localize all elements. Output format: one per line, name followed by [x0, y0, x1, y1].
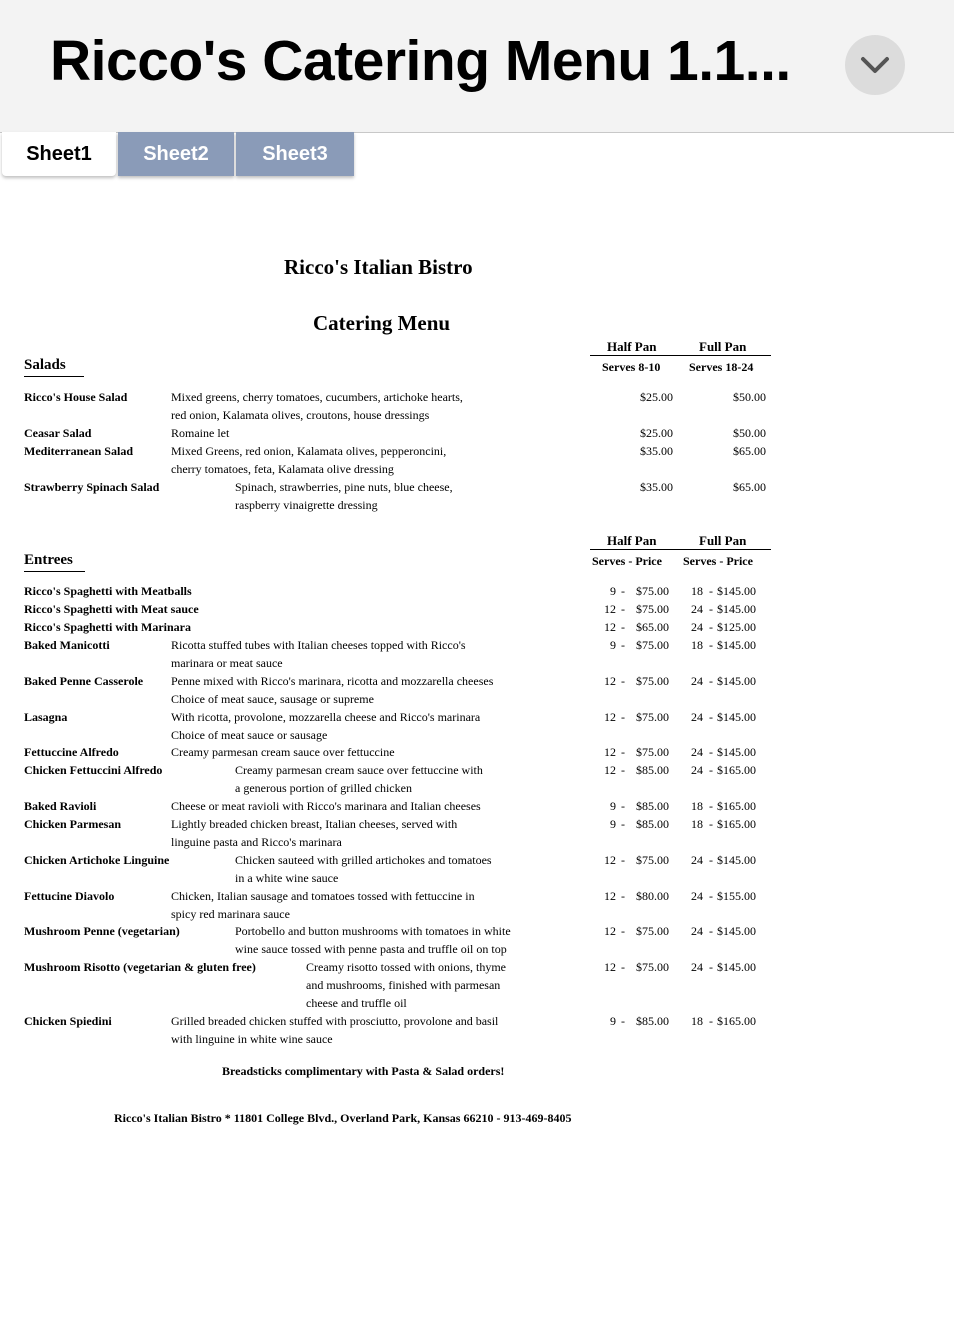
tab-sheet1[interactable]: Sheet1	[2, 132, 116, 176]
entree-description: Creamy parmesan cream sauce over fettuccine	[171, 745, 395, 759]
entree-half-serves: 9	[610, 638, 616, 652]
entree-half-price: $75.00	[636, 638, 669, 652]
entree-full-serves: 24	[691, 853, 703, 867]
divider	[590, 549, 771, 550]
salads-half-pan-serves: Serves 8-10	[602, 360, 661, 374]
dash: -	[621, 638, 625, 652]
dash: -	[709, 638, 713, 652]
entree-half-price: $85.00	[636, 817, 669, 831]
entree-description: linguine pasta and Ricco's marinara	[171, 835, 342, 849]
divider	[590, 355, 771, 356]
entree-full-price: $145.00	[717, 674, 756, 688]
entree-description: Lightly breaded chicken breast, Italian cheeses, served with	[171, 817, 458, 831]
entree-full-price: $165.00	[717, 763, 756, 777]
entree-full-serves: 24	[691, 620, 703, 634]
entree-description: Cheese or meat ravioli with Ricco's marinara and Italian cheeses	[171, 799, 481, 813]
entree-half-serves: 12	[604, 745, 616, 759]
sheet-content	[0, 178, 954, 1339]
entree-half-serves: 12	[604, 924, 616, 938]
dash: -	[621, 674, 625, 688]
entree-half-serves: 12	[604, 620, 616, 634]
restaurant-name: Ricco's Italian Bistro	[284, 255, 473, 279]
entree-description: spicy red marinara sauce	[171, 907, 290, 921]
salad-description: cherry tomatoes, feta, Kalamata olive dressing	[171, 462, 394, 476]
salad-half-price: $25.00	[640, 426, 673, 440]
entree-description: and mushrooms, finished with parmesan	[306, 978, 501, 992]
entree-full-serves: 24	[691, 960, 703, 974]
entree-full-serves: 24	[691, 674, 703, 688]
entree-description: a generous portion of grilled chicken	[235, 781, 412, 795]
entree-name: Fettucine Diavolo	[24, 889, 115, 903]
dash: -	[709, 620, 713, 634]
dash: -	[709, 817, 713, 831]
entree-half-serves: 9	[610, 1014, 616, 1028]
salad-full-price: $50.00	[733, 426, 766, 440]
entree-half-serves: 9	[610, 817, 616, 831]
entree-half-serves: 12	[604, 674, 616, 688]
entree-half-price: $75.00	[636, 960, 669, 974]
entree-half-serves: 9	[610, 799, 616, 813]
entree-full-price: $145.00	[717, 638, 756, 652]
dash: -	[709, 960, 713, 974]
dash: -	[621, 620, 625, 634]
options-dropdown-button[interactable]	[845, 35, 905, 95]
entree-half-price: $75.00	[636, 602, 669, 616]
dash: -	[621, 602, 625, 616]
entree-half-price: $80.00	[636, 889, 669, 903]
dash: -	[709, 853, 713, 867]
entrees-full-pan-header: Full Pan	[699, 533, 747, 548]
salad-name: Ricco's House Salad	[24, 390, 128, 404]
entree-full-price: $125.00	[717, 620, 756, 634]
entrees-half-pan-serves: Serves - Price	[592, 554, 662, 568]
entree-full-serves: 18	[691, 817, 703, 831]
dash: -	[621, 1014, 625, 1028]
entree-half-price: $75.00	[636, 710, 669, 724]
entree-half-price: $85.00	[636, 763, 669, 777]
entree-half-serves: 12	[604, 853, 616, 867]
salad-description: Mixed Greens, red onion, Kalamata olives, pepperoncini,	[171, 444, 447, 458]
entree-name: Baked Penne Casserole	[24, 674, 144, 688]
entree-description: Penne mixed with Ricco's marinara, ricotta and mozzarella cheeses	[171, 674, 494, 688]
dash: -	[621, 710, 625, 724]
dash: -	[621, 763, 625, 777]
dash: -	[709, 889, 713, 903]
entree-description: Chicken, Italian sausage and tomatoes tossed with fettuccine in	[171, 889, 475, 903]
breadsticks-note: Breadsticks complimentary with Pasta & Salad orders!	[222, 1064, 505, 1078]
dash: -	[621, 799, 625, 813]
entree-full-price: $165.00	[717, 1014, 756, 1028]
entree-full-price: $145.00	[717, 584, 756, 598]
salad-description: Mixed greens, cherry tomatoes, cucumbers, artichoke hearts,	[171, 390, 463, 404]
entree-description: With ricotta, provolone, mozzarella cheese and Ricco's marinara	[171, 710, 481, 724]
dash: -	[621, 889, 625, 903]
salad-description: Romaine let	[171, 426, 230, 440]
footer-address: Ricco's Italian Bistro * 11801 College Blvd., Overland Park, Kansas 66210 - 913-469-8405	[114, 1111, 572, 1125]
entree-full-serves: 18	[691, 638, 703, 652]
salads-half-pan-header: Half Pan	[607, 339, 657, 354]
entree-name: Chicken Parmesan	[24, 817, 121, 831]
entree-description: Portobello and button mushrooms with tomatoes in white	[235, 924, 511, 938]
entree-full-price: $145.00	[717, 960, 756, 974]
entree-half-price: $75.00	[636, 674, 669, 688]
chevron-down-icon	[859, 52, 891, 78]
entree-name: Lasagna	[24, 710, 68, 724]
entree-name: Ricco's Spaghetti with Marinara	[24, 620, 191, 634]
entree-half-price: $75.00	[636, 853, 669, 867]
entree-full-serves: 18	[691, 1014, 703, 1028]
dash: -	[621, 745, 625, 759]
entree-full-price: $145.00	[717, 745, 756, 759]
entree-full-serves: 18	[691, 584, 703, 598]
sheet-tabs	[0, 132, 954, 178]
entree-name: Mushroom Penne (vegetarian)	[24, 924, 180, 938]
salad-full-price: $65.00	[733, 444, 766, 458]
dash: -	[709, 602, 713, 616]
entree-name: Mushroom Risotto (vegetarian & gluten free)	[24, 960, 256, 974]
entree-description: Ricotta stuffed tubes with Italian cheeses topped with Ricco's	[171, 638, 466, 652]
entree-description: with linguine in white wine sauce	[171, 1032, 333, 1046]
entree-description: Choice of meat sauce, sausage or supreme	[171, 692, 374, 706]
dash: -	[621, 584, 625, 598]
salads-full-pan-serves: Serves 18-24	[689, 360, 754, 374]
salad-description: red onion, Kalamata olives, croutons, house dressings	[171, 408, 430, 422]
entree-full-price: $155.00	[717, 889, 756, 903]
salad-name: Ceasar Salad	[24, 426, 92, 440]
salad-full-price: $65.00	[733, 480, 766, 494]
tab-sheet2[interactable]: Sheet2	[118, 132, 234, 176]
tab-sheet3[interactable]: Sheet3	[236, 132, 354, 176]
entree-full-serves: 24	[691, 924, 703, 938]
dash: -	[709, 674, 713, 688]
entree-name: Fettuccine Alfredo	[24, 745, 119, 759]
entree-name: Chicken Artichoke Linguine	[24, 853, 170, 867]
salads-full-pan-header: Full Pan	[699, 339, 747, 354]
entree-half-serves: 12	[604, 960, 616, 974]
salad-name: Mediterranean Salad	[24, 444, 133, 458]
dash: -	[709, 1014, 713, 1028]
salads-heading: Salads	[24, 357, 84, 377]
entree-description: Grilled breaded chicken stuffed with prosciutto, provolone and basil	[171, 1014, 499, 1028]
salad-name: Strawberry Spinach Salad	[24, 480, 160, 494]
entrees-full-pan-serves: Serves - Price	[683, 554, 753, 568]
entree-half-serves: 12	[604, 710, 616, 724]
entree-full-serves: 24	[691, 763, 703, 777]
entree-full-serves: 24	[691, 602, 703, 616]
title-bar	[0, 0, 954, 133]
entree-description: marinara or meat sauce	[171, 656, 283, 670]
entree-description: Chicken sauteed with grilled artichokes and tomatoes	[235, 853, 492, 867]
dash: -	[621, 924, 625, 938]
entree-name: Baked Ravioli	[24, 799, 97, 813]
entree-full-price: $145.00	[717, 853, 756, 867]
entree-description: wine sauce tossed with penne pasta and truffle oil on top	[235, 942, 507, 956]
dash: -	[621, 817, 625, 831]
entrees-heading: Entrees	[24, 552, 85, 572]
entree-half-serves: 12	[604, 602, 616, 616]
entree-name: Ricco's Spaghetti with Meat sauce	[24, 602, 199, 616]
entree-description: Creamy risotto tossed with onions, thyme	[306, 960, 506, 974]
entree-half-price: $65.00	[636, 620, 669, 634]
salad-description: Spinach, strawberries, pine nuts, blue cheese,	[235, 480, 453, 494]
entree-description: cheese and truffle oil	[306, 996, 407, 1010]
salad-half-price: $35.00	[640, 480, 673, 494]
document-title: Ricco's Catering Menu 1.1...	[50, 29, 791, 93]
entrees-half-pan-header: Half Pan	[607, 533, 657, 548]
entree-full-price: $145.00	[717, 924, 756, 938]
salad-full-price: $50.00	[733, 390, 766, 404]
entree-description: in a white wine sauce	[235, 871, 339, 885]
entree-full-price: $165.00	[717, 817, 756, 831]
dash: -	[709, 763, 713, 777]
salad-description: raspberry vinaigrette dressing	[235, 498, 378, 512]
entree-half-price: $75.00	[636, 924, 669, 938]
dash: -	[621, 960, 625, 974]
entree-half-serves: 12	[604, 889, 616, 903]
entree-half-serves: 9	[610, 584, 616, 598]
entree-full-serves: 24	[691, 889, 703, 903]
entree-half-price: $85.00	[636, 799, 669, 813]
salad-half-price: $35.00	[640, 444, 673, 458]
dash: -	[709, 710, 713, 724]
entree-half-price: $85.00	[636, 1014, 669, 1028]
salad-half-price: $25.00	[640, 390, 673, 404]
entree-full-price: $165.00	[717, 799, 756, 813]
entree-full-price: $145.00	[717, 710, 756, 724]
entree-description: Choice of meat sauce or sausage	[171, 728, 328, 742]
entree-name: Baked Manicotti	[24, 638, 110, 652]
entree-full-serves: 24	[691, 745, 703, 759]
entree-description: Creamy parmesan cream sauce over fettuccine with	[235, 763, 483, 777]
entree-half-price: $75.00	[636, 584, 669, 598]
dash: -	[709, 799, 713, 813]
entree-half-price: $75.00	[636, 745, 669, 759]
dash: -	[621, 853, 625, 867]
entree-name: Chicken Fettuccini Alfredo	[24, 763, 163, 777]
entree-full-serves: 18	[691, 799, 703, 813]
entree-half-serves: 12	[604, 763, 616, 777]
entree-name: Chicken Spiedini	[24, 1014, 112, 1028]
dash: -	[709, 745, 713, 759]
entree-name: Ricco's Spaghetti with Meatballs	[24, 584, 192, 598]
entree-full-serves: 24	[691, 710, 703, 724]
dash: -	[709, 584, 713, 598]
entree-full-price: $145.00	[717, 602, 756, 616]
dash: -	[709, 924, 713, 938]
menu-title: Catering Menu	[313, 311, 451, 335]
